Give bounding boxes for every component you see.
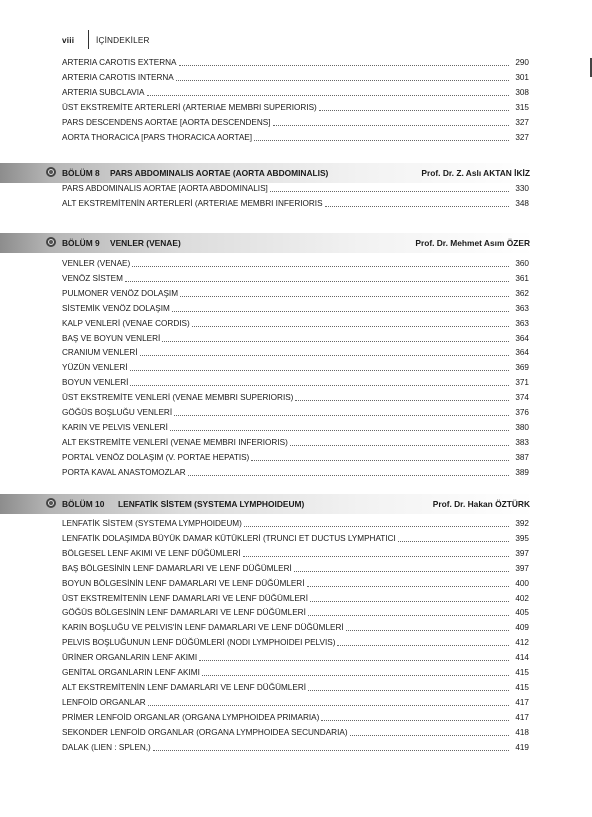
toc-entry[interactable] [62,197,529,209]
toc-entry-page: 397 [515,563,529,573]
toc-entry[interactable] [62,592,529,604]
dot-leader [132,266,509,267]
toc-entry-title: PRİMER LENFOİD ORGANLAR (ORGANA LYMPHOIDEA PRIMARIA) [62,712,320,722]
toc-entry[interactable] [62,346,529,358]
dot-leader [325,206,509,207]
toc-entry-page: 301 [515,72,529,82]
toc-entry-page: 360 [515,259,529,268]
dot-leader [243,556,509,557]
toc-entry[interactable] [62,451,529,463]
toc-entry[interactable] [62,257,529,269]
dot-leader [308,615,509,616]
toc-entry[interactable] [62,547,529,559]
toc-entry-title: ARTERIA SUBCLAVIA [62,87,145,97]
dot-leader [290,445,509,446]
toc-entry-page: 412 [515,638,529,648]
toc-entry-page: 308 [515,87,529,97]
chapter-author: Prof. Dr. Mehmet Asım ÖZER [415,238,530,248]
toc-entry-page: 414 [515,653,529,663]
toc-entry[interactable] [62,421,529,433]
toc-entry-page: 400 [515,578,529,588]
dot-leader [140,355,509,356]
toc-entry[interactable] [62,562,529,574]
chapter-heading [46,498,530,512]
toc-entry-page: 348 [515,198,529,208]
toc-entry-page: 419 [515,742,529,752]
toc-entry-page: 363 [515,318,529,328]
toc-entry[interactable] [62,741,529,753]
toc-entry[interactable] [62,302,529,314]
toc-entry[interactable] [62,361,529,373]
toc-entry-title: LENFOİD ORGANLAR [62,697,146,707]
dot-leader [172,311,509,312]
dot-leader [350,735,509,736]
dot-leader [310,601,509,602]
dot-leader [147,95,509,96]
toc-entry-page: 415 [515,682,529,692]
toc-entry-title: PORTA KAVAL ANASTOMOZLAR [62,467,186,477]
toc-entry-title: GÖĞÜS BOŞLUĞU VENLERİ [62,408,173,417]
dot-leader [346,630,509,631]
toc-entry-page: 389 [515,467,529,477]
dot-leader [188,475,509,476]
toc-entry-title: ALT EKSTREMİTENİN LENF DAMARLARI VE LENF DÜĞÜMLERİ [62,682,307,692]
toc-entry[interactable] [62,272,529,284]
toc-entry-page: 405 [515,608,529,618]
toc-entry-page: 361 [515,273,529,283]
dot-leader [244,526,509,527]
toc-entry-page: 380 [515,422,529,432]
toc-entry[interactable] [62,681,529,693]
toc-entry-title: ARTERIA CAROTIS EXTERNA [62,58,177,67]
toc-entry-title: PARS DESCENDENS AORTAE [AORTA DESCENDENS] [62,117,271,127]
toc-entry-page: 315 [515,102,529,112]
dot-leader [294,571,509,572]
toc-entry[interactable] [62,116,529,128]
dot-leader [176,80,509,81]
dot-leader [174,415,509,416]
toc-entry-title: BOYUN VENLERİ [62,378,129,388]
toc-entry-title: ÜST EKSTREMİTE VENLERİ (VENAE MEMBRI SUPERIORIS) [62,393,294,403]
toc-entry[interactable] [62,666,529,678]
dot-leader [273,125,509,126]
toc-entry-title: GENİTAL ORGANLARIN LENF AKIMI [62,668,200,677]
toc-entry[interactable] [62,577,529,589]
toc-entry[interactable] [62,71,529,83]
toc-entry-title: PELVIS BOŞLUĞUNUN LENF DÜĞÜMLERİ (NODI LYMPHOIDEI PELVIS) [62,638,336,648]
toc-entry[interactable] [62,466,529,478]
toc-entry-page: 327 [515,117,529,127]
toc-entry-page: 397 [515,548,529,558]
page-number: viii [62,36,75,45]
toc-entry[interactable] [62,317,529,329]
toc-entry[interactable] [62,711,529,723]
toc-entry-title: DALAK (LIEN : SPLEN,) [62,742,151,752]
page-title: İÇİNDEKİLER [96,36,150,45]
toc-entry-page: 290 [515,58,529,67]
toc-entry-page: 395 [515,533,529,543]
toc-entry-title: PARS ABDOMINALIS AORTAE [AORTA ABDOMINALIS] [62,184,268,193]
toc-entry-title: PULMONER VENÖZ DOLAŞIM [62,288,179,298]
toc-entry-title: ÜST EKSTREMİTENİN LENF DAMARLARI VE LENF DÜĞÜMLERİ [62,593,308,603]
dot-leader [308,690,509,691]
toc-entry[interactable] [62,532,529,544]
toc-entry[interactable] [62,606,529,618]
header-divider [88,30,89,49]
toc-entry[interactable] [62,517,529,529]
chapter-author: Prof. Dr. Z. Aslı AKTAN İKİZ [421,168,530,178]
toc-entry[interactable] [62,182,529,194]
toc-entry[interactable] [62,86,529,98]
dot-leader [125,281,509,282]
chapter-name: VENLER (VENAE) [110,238,181,248]
dot-leader [295,400,509,401]
toc-entry-title: BAŞ VE BOYUN VENLERİ [62,333,161,343]
toc-entry-page: 362 [515,288,529,298]
toc-entry[interactable] [62,621,529,633]
dot-leader [179,65,510,66]
toc-entry[interactable] [62,651,529,663]
toc-entry[interactable] [62,406,529,418]
toc-entry-page: 415 [515,668,529,677]
chapter-bullet-icon [46,498,56,508]
chapter-number: BÖLÜM 9 [62,238,100,248]
chapter-name: PARS ABDOMINALIS AORTAE (AORTA ABDOMINALIS) [110,168,329,178]
toc-entry-page: 417 [515,697,529,707]
toc-entry[interactable] [62,332,529,344]
toc-entry[interactable] [62,131,529,143]
toc-entry-page: 369 [515,363,529,373]
dot-leader [130,370,509,371]
toc-entry-title: ALT EKSTREMİTENİN ARTERLERİ (ARTERIAE MEMBRI INFERIORIS [62,198,323,208]
dot-leader [192,326,509,327]
dot-leader [162,341,509,342]
toc-entry-title: VENÖZ SİSTEM [62,273,123,283]
toc-entry-page: 402 [515,593,529,603]
toc-entry-title: AORTA THORACICA [PARS THORACICA AORTAE] [62,132,253,142]
toc-entry-title: ÜRİNER ORGANLARIN LENF AKIMI [62,653,198,663]
chapter-number: BÖLÜM 8 [62,168,100,178]
dot-leader [130,385,509,386]
toc-entry[interactable] [62,636,529,648]
chapter-author: Prof. Dr. Hakan ÖZTÜRK [432,499,530,509]
toc-entry-title: YÜZÜN VENLERİ [62,363,128,373]
toc-entry-title: KARIN BOŞLUĞU VE PELVIS'İN LENF DAMARLARI VE LENF DÜĞÜMLERİ [62,623,344,633]
toc-entry-page: 376 [515,408,529,417]
chapter-bullet-icon [46,237,56,247]
toc-entry-title: CRANIUM VENLERİ [62,348,138,358]
toc-entry-page: 330 [515,184,529,193]
dot-leader [398,541,509,542]
toc-entry-title: LENFATİK DOLAŞIMDA BÜYÜK DAMAR KÜTÜKLERİ (TRUNCI ET DUCTUS LYMPHATICI [62,533,396,543]
dot-leader [270,191,509,192]
toc-entry-title: ARTERIA CAROTIS INTERNA [62,72,174,82]
toc-entry-title: BAŞ BÖLGESİNİN LENF DAMARLARI VE LENF DÜĞÜMLERİ [62,563,292,573]
toc-entry-page: 327 [515,132,529,142]
toc-entry-page: 363 [515,303,529,313]
toc-entry-title: ÜST EKSTREMİTE ARTERLERİ (ARTERIAE MEMBRI SUPERIORIS) [62,102,317,112]
dot-leader [199,660,509,661]
toc-entry[interactable] [62,391,529,403]
toc-entry-title: BÖLGESEL LENF AKIMI VE LENF DÜĞÜMLERİ [62,548,241,558]
dot-leader [321,720,509,721]
toc-entry[interactable] [62,101,529,113]
toc-entry[interactable] [62,436,529,448]
toc-entry-title: VENLER (VENAE) [62,259,131,268]
dot-leader [319,110,509,111]
toc-entry-title: KARIN VE PELVIS VENLERİ [62,422,168,432]
toc-entry[interactable] [62,287,529,299]
toc-entry[interactable] [62,726,529,738]
toc-entry-page: 364 [515,333,529,343]
chapter-heading [46,237,530,251]
toc-entry-title: ALT EKSTREMİTE VENLERİ (VENAE MEMBRI INFERIORIS) [62,437,288,447]
dot-leader [148,705,509,706]
toc-entry-title: KALP VENLERİ (VENAE CORDIS) [62,318,190,328]
toc-entry-page: 387 [515,452,529,462]
toc-entry-title: SİSTEMİK VENÖZ DOLAŞIM [62,303,170,313]
toc-entry-page: 409 [515,623,529,633]
toc-entry-title: BOYUN BÖLGESİNİN LENF DAMARLARI VE LENF DÜĞÜMLERİ [62,578,305,588]
chapter-number: BÖLÜM 10 [62,499,105,509]
toc-entry-page: 392 [515,519,529,528]
toc-entry-page: 364 [515,348,529,358]
dot-leader [251,460,509,461]
toc-entry-page: 383 [515,437,529,447]
toc-entry-page: 418 [515,727,529,737]
toc-entry-page: 417 [515,712,529,722]
chapter-name: LENFATİK SİSTEM (SYSTEMA LYMPHOIDEUM) [118,499,305,509]
toc-entry-title: GÖĞÜS BÖLGESİNİN LENF DAMARLARI VE LENF DÜĞÜMLERİ [62,608,306,618]
chapter-heading [46,167,530,181]
dot-leader [254,140,509,141]
dot-leader [337,645,509,646]
toc-entry-title: SEKONDER LENFOİD ORGANLAR (ORGANA LYMPHOIDEA SECUNDARIA) [62,727,348,737]
toc-entry[interactable] [62,56,529,68]
dot-leader [202,675,509,676]
toc-entry[interactable] [62,376,529,388]
toc-entry-title: LENFATİK SİSTEM (SYSTEMA LYMPHOIDEUM) [62,519,242,528]
toc-entry-title: PORTAL VENÖZ DOLAŞIM (V. PORTAE HEPATIS) [62,452,250,462]
dot-leader [180,296,509,297]
toc-entry[interactable] [62,696,529,708]
toc-entry-page: 371 [515,378,529,388]
chapter-bullet-icon [46,167,56,177]
dot-leader [307,586,510,587]
toc-entry-page: 374 [515,393,529,403]
dot-leader [153,750,509,751]
dot-leader [170,430,509,431]
